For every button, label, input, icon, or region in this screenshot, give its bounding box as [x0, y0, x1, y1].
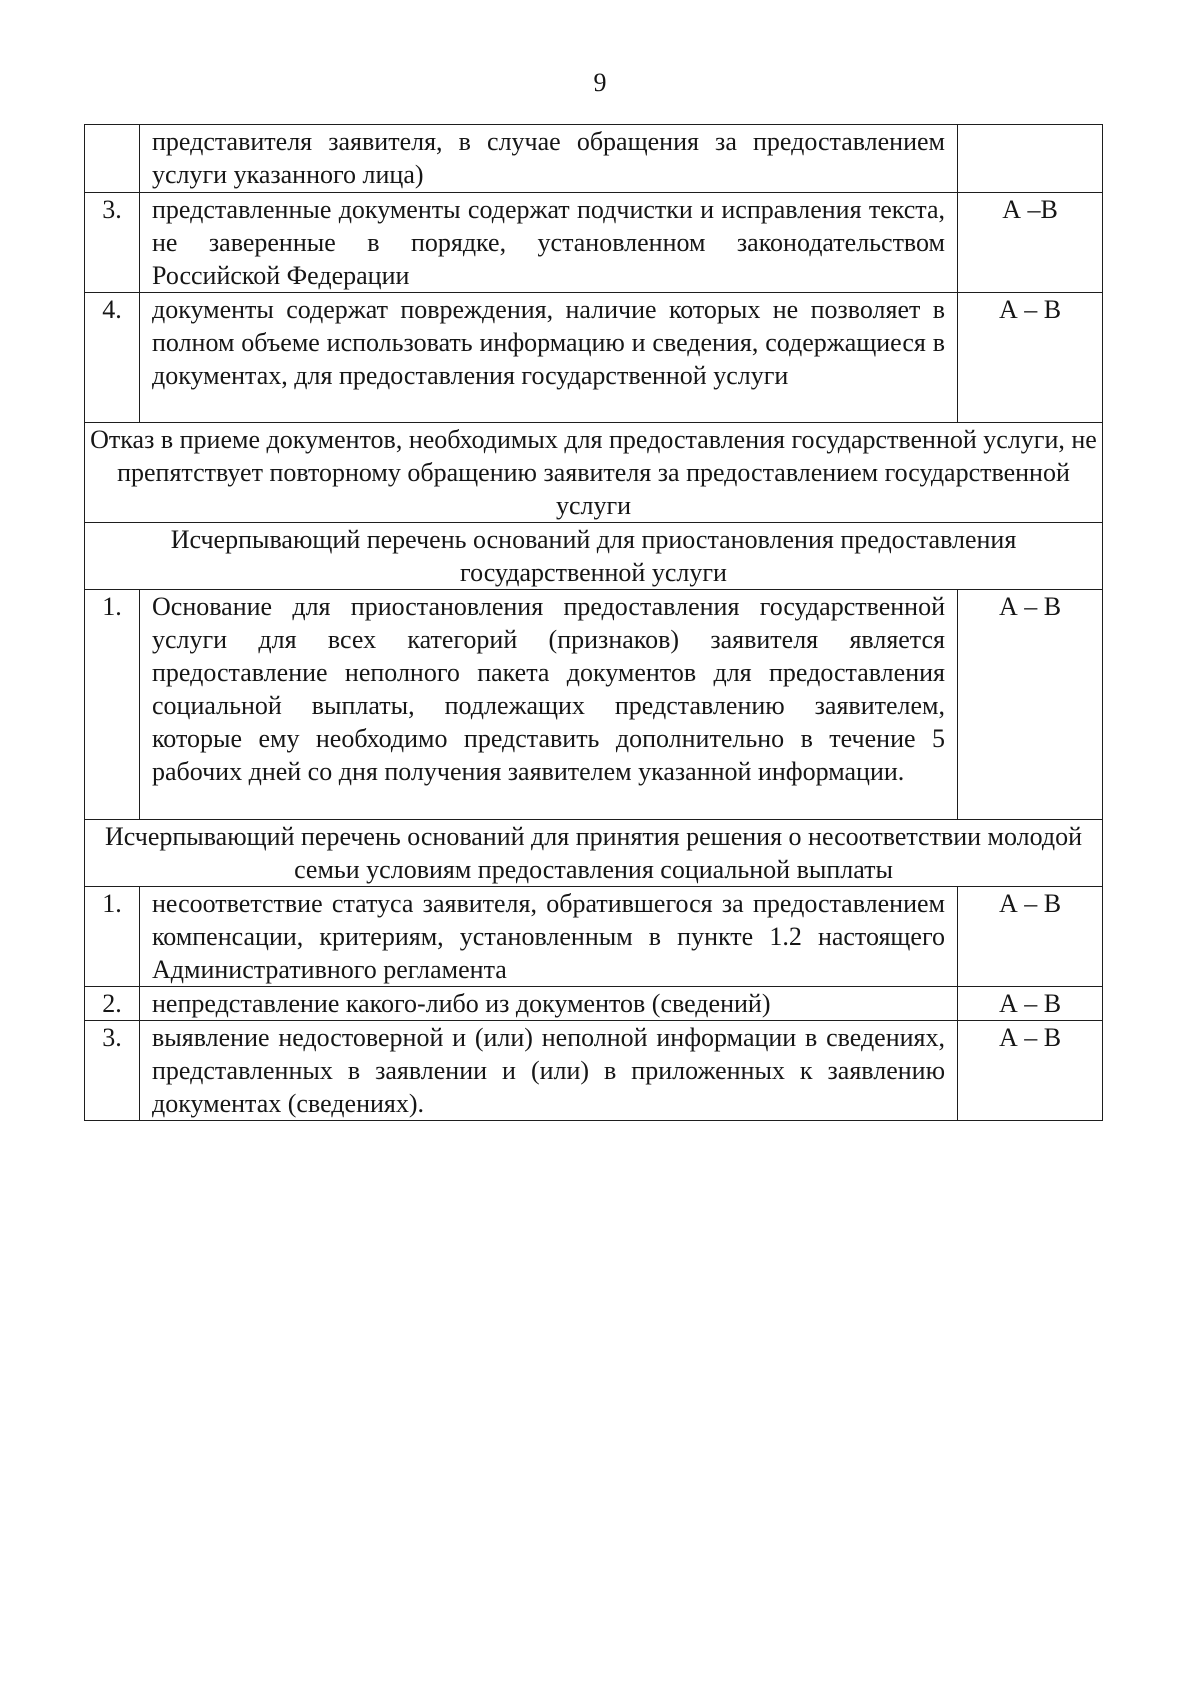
- page-number: 9: [593, 68, 607, 97]
- grounds-table: [84, 124, 1103, 1121]
- section-heading-row: [85, 820, 1103, 887]
- row-code: А – В: [958, 1021, 1103, 1121]
- row-text: непредставление какого-либо из документов (сведений): [140, 987, 958, 1021]
- table-row: [85, 293, 1103, 423]
- table-row: [85, 193, 1103, 293]
- section-heading: Исчерпывающий перечень оснований для приостановления предоставления государственной услуги: [85, 523, 1103, 590]
- row-number: 3.: [85, 193, 140, 293]
- section-heading-row: [85, 423, 1103, 523]
- row-number: 1.: [85, 887, 140, 987]
- row-number: 4.: [85, 293, 140, 423]
- row-text: представителя заявителя, в случае обращения за предоставлением услуги указанного лица): [140, 125, 958, 193]
- row-code: [958, 125, 1103, 193]
- section-heading: Отказ в приеме документов, необходимых для предоставления государственной услуги, не препятствует повторному обращению заявителя за предоставлением государственной услуги: [85, 423, 1103, 523]
- row-code: А – В: [958, 987, 1103, 1021]
- table-row: [85, 590, 1103, 820]
- table-row: [85, 987, 1103, 1021]
- row-text: несоответствие статуса заявителя, обратившегося за предоставлением компенсации, критериям, установленным в пункте 1.2 настоящего Административного регламента: [140, 887, 958, 987]
- row-number: 1.: [85, 590, 140, 820]
- table-row: [85, 887, 1103, 987]
- row-text: документы содержат повреждения, наличие которых не позволяет в полном объеме использовать информацию и сведения, содержащиеся в документах, для предоставления государственной услуги: [140, 293, 958, 423]
- row-text: Основание для приостановления предоставления государственной услуги для всех категорий (признаков) заявителя является предоставление неполного пакета документов для предоставления социальной выплаты, подлежащих представлению заявителем, которые ему необходимо представить дополнительно в течение 5 рабочих дней со дня получения заявителем указанной информации.: [140, 590, 958, 820]
- row-number: 2.: [85, 987, 140, 1021]
- table-row: [85, 125, 1103, 193]
- row-number: [85, 125, 140, 193]
- row-text: выявление недостоверной и (или) неполной информации в сведениях, представленных в заявлении и (или) в приложенных к заявлению документах (сведениях).: [140, 1021, 958, 1121]
- row-code: А – В: [958, 887, 1103, 987]
- row-code: А – В: [958, 293, 1103, 423]
- row-code: А –В: [958, 193, 1103, 293]
- row-number: 3.: [85, 1021, 140, 1121]
- section-heading: Исчерпывающий перечень оснований для принятия решения о несоответствии молодой семьи условиям предоставления социальной выплаты: [85, 820, 1103, 887]
- row-code: А – В: [958, 590, 1103, 820]
- table-row: [85, 1021, 1103, 1121]
- row-text: представленные документы содержат подчистки и исправления текста, не заверенные в порядке, установленном законодательством Российской Федерации: [140, 193, 958, 293]
- section-heading-row: [85, 523, 1103, 590]
